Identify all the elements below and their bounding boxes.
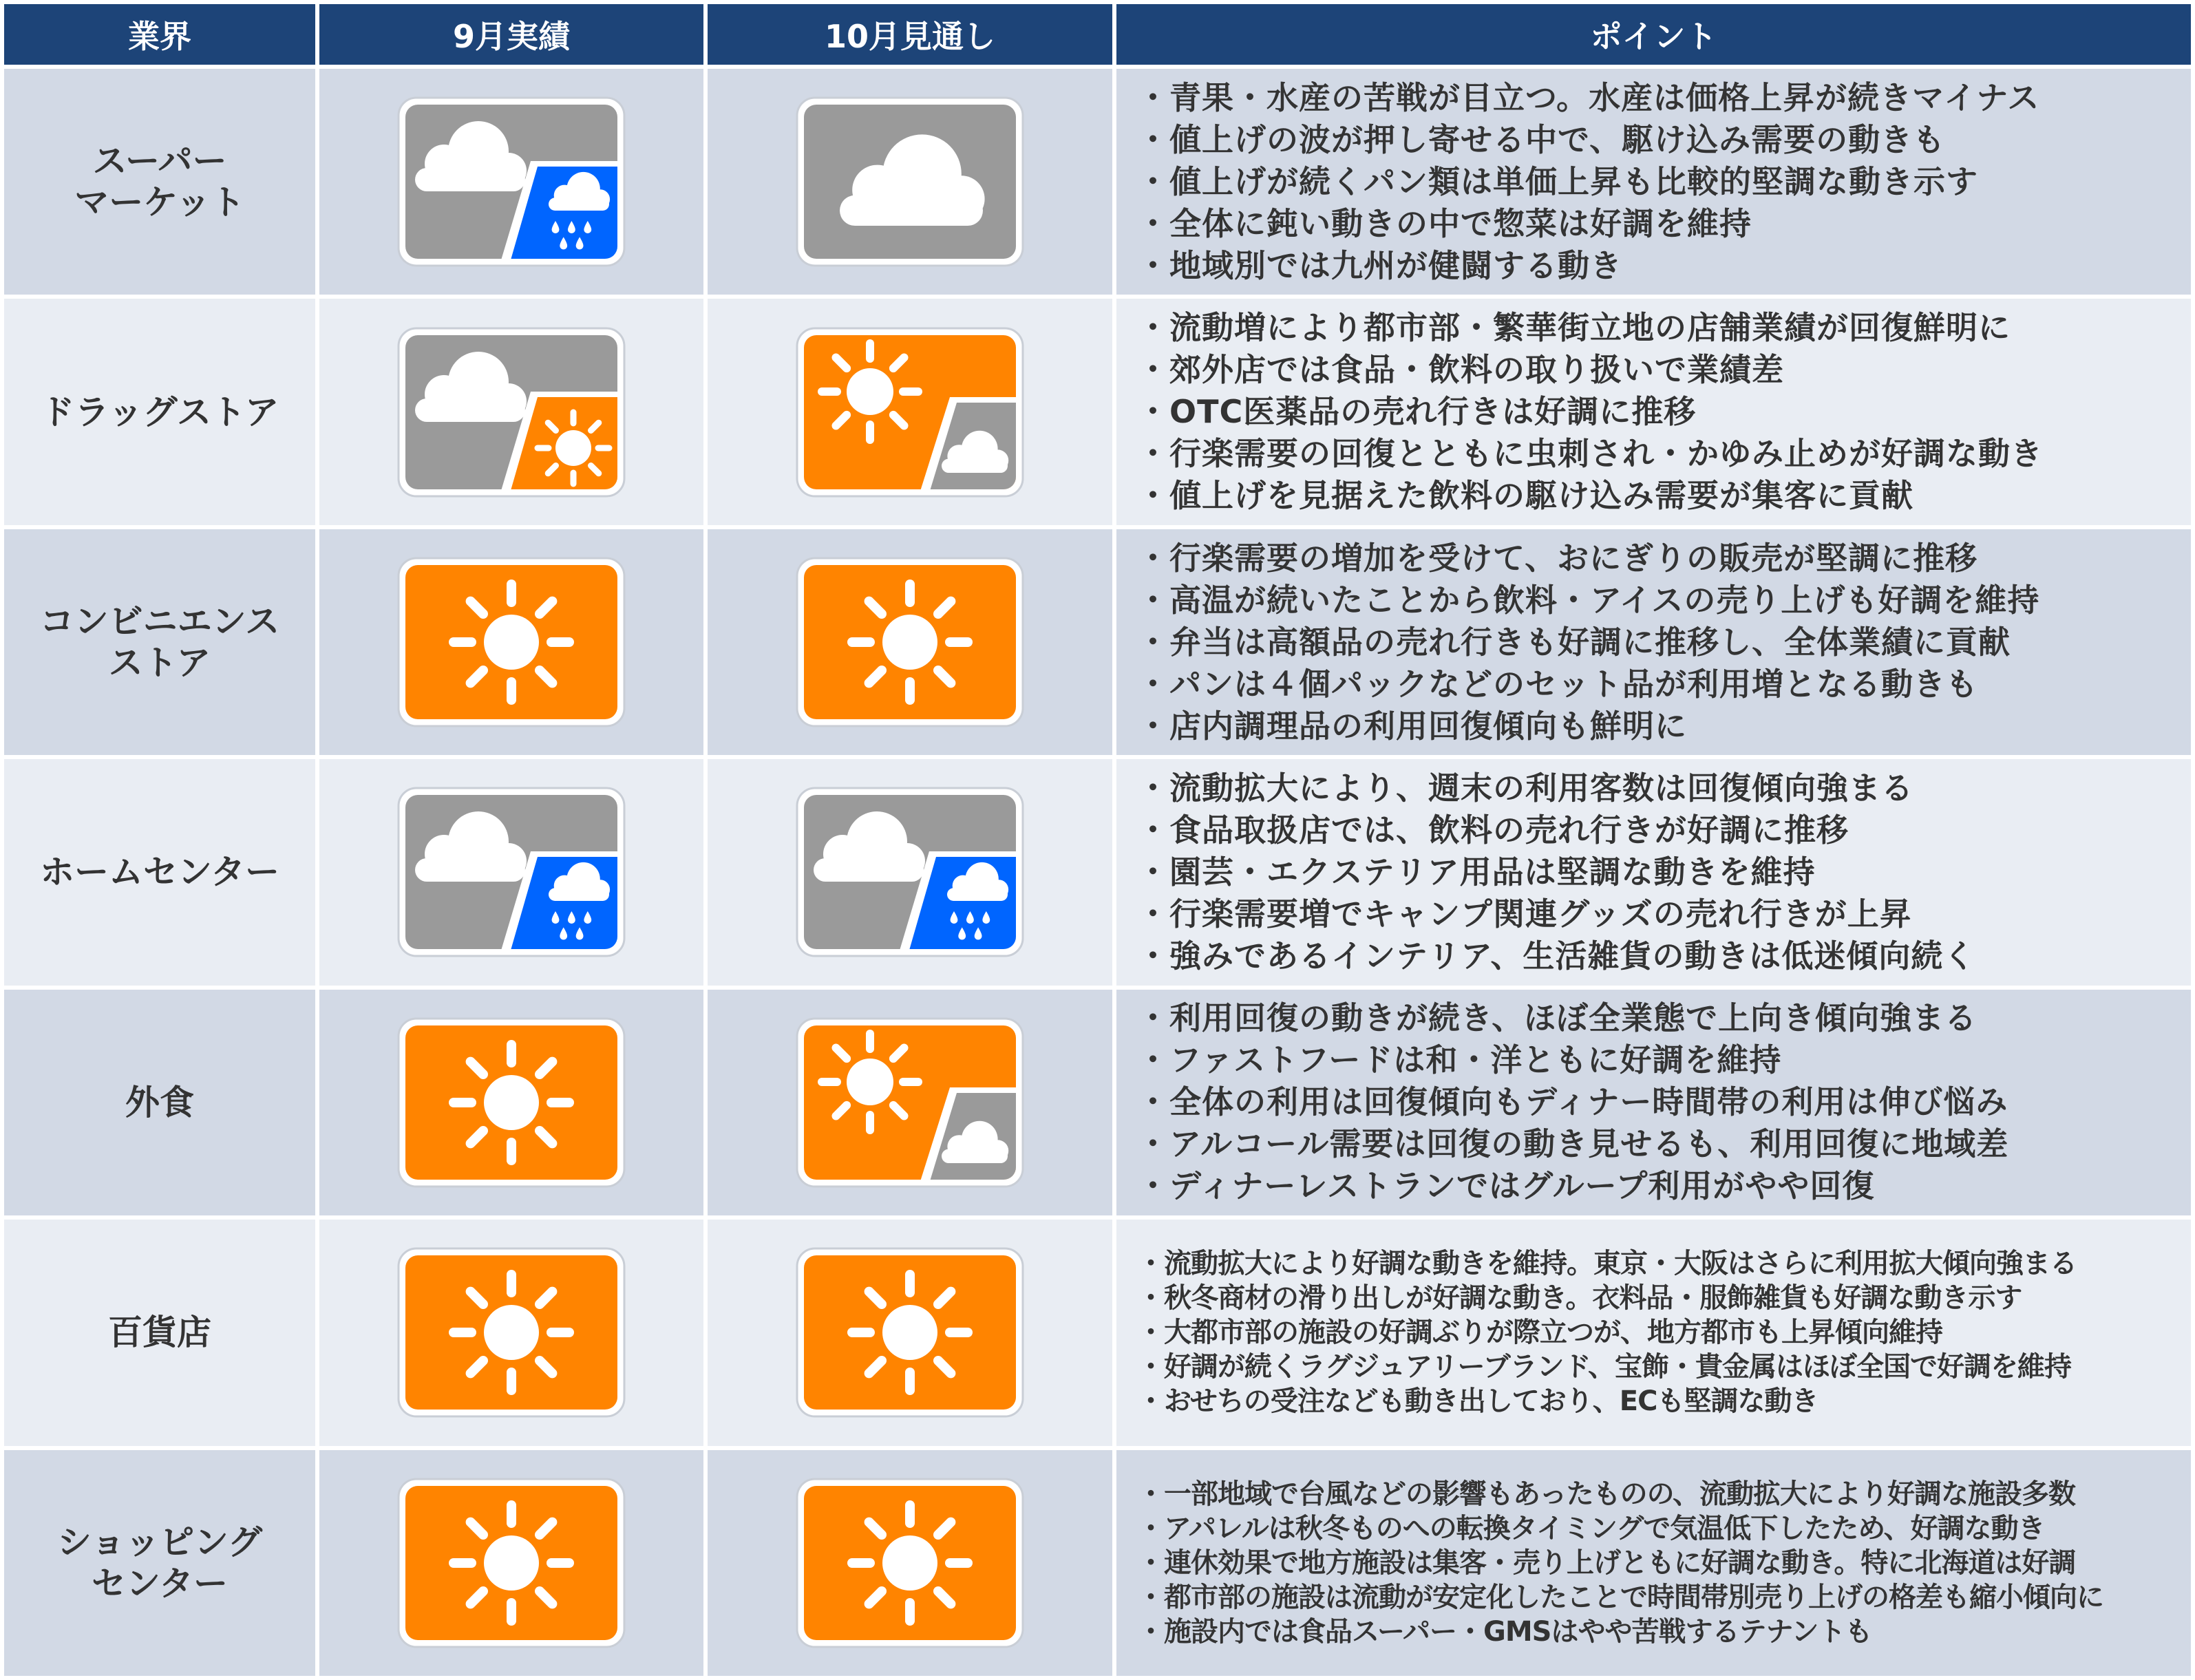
points-cell [1116,299,2191,524]
september-weather-icon [319,1220,703,1445]
october-weather-icon [708,1450,1112,1676]
october-weather-icon [708,990,1112,1215]
october-weather-icon [708,759,1112,985]
points-cell [1116,69,2191,295]
points-list [1137,538,2191,747]
point-item: ・行楽需要の増加を受けて、おにぎりの販売が堅調に推移 [1137,539,1978,577]
points-cell [1116,990,2191,1215]
points-list [1137,1477,2191,1649]
september-weather-icon [319,990,703,1215]
october-weather-icon [708,1220,1112,1445]
point-item: ・店内調理品の利用回復傾向も鮮明に [1137,707,1687,745]
points-list [1137,1246,2191,1418]
point-item: ・利用回復の動きが続き、ほぼ全業態で上向き傾向強まる [1137,999,1977,1037]
point-item: ・郊外店では食品・飲料の取り扱いで業績差 [1137,351,1784,389]
point-item: ・流動拡大により好調な動きを維持。東京・大阪はさらに利用拡大傾向強まる [1137,1248,2077,1280]
point-item: ・パンは４個パックなどのセット品が利用増となる動きも [1137,665,1978,703]
point-item: ・行楽需要増でキャンプ関連グッズの売れ行きが上昇 [1137,895,1912,933]
industry-name: スーパー マーケット [4,69,315,295]
point-item: ・流動拡大により、週末の利用客数は回復傾向強まる [1137,769,1913,807]
points-cell [1116,759,2191,985]
point-item: ・弁当は高額品の売れ行きも好調に推移し、全体業績に貢献 [1137,623,2011,661]
point-item: ・強みであるインテリア、生活雑貨の動きは低迷傾向続く [1137,937,1976,975]
point-item: ・秋冬商材の滑り出しが好調な動き。衣料品・服飾雑貨も好調な動き示す [1137,1282,2022,1315]
industry-row [4,759,2191,985]
september-weather-icon [319,69,703,295]
header-industry: 業界 [4,4,315,65]
september-weather-icon [319,759,703,985]
september-weather-icon [319,299,703,524]
point-item: ・都市部の施設は流動が安定化したことで時間帯別売り上げの格差も縮小傾向に [1137,1581,2103,1613]
september-weather-icon [319,1450,703,1676]
point-item: ・おせちの受注なども動き出しており、ECも堅調な動き [1137,1385,1818,1418]
header-september: 9月実績 [319,4,703,65]
points-list [1137,77,2191,287]
point-item: ・アルコール需要は回復の動き見せるも、利用回復に地域差 [1137,1125,2009,1163]
point-item: ・連休効果で地方施設は集客・売り上げともに好調な動き。特に北海道は好調 [1137,1546,2076,1579]
points-cell [1116,1450,2191,1676]
point-item: ・OTC医薬品の売れ行きは好調に推移 [1137,393,1697,431]
header-row [4,4,2191,65]
point-item: ・流動増により都市部・繁華街立地の店舗業績が回復鮮明に [1137,309,2011,347]
industry-name: ドラッグストア [4,299,315,524]
point-item: ・施設内では食品スーパー・GMSはやや苦戦するテナントも [1137,1615,1872,1648]
industry-name: コンビニエンス ストア [4,529,315,755]
point-item: ・高温が続いたことから飲料・アイスの売り上げも好調を維持 [1137,581,2040,619]
industry-name: 外食 [4,990,315,1215]
header-points: ポイント [1116,4,2191,65]
industry-name: 百貨店 [4,1220,315,1445]
point-item: ・アパレルは秋冬ものへの転換タイミングで気温低下したため、好調な動き [1137,1512,2045,1544]
october-weather-icon [708,69,1112,295]
september-weather-icon [319,529,703,755]
points-list [1137,767,2191,977]
point-item: ・園芸・エクステリア用品は堅調な動きを維持 [1137,853,1816,891]
point-item: ・一部地域で台風などの影響もあったものの、流動拡大により好調な施設多数 [1137,1478,2075,1510]
industry-name: ショッピング センター [4,1450,315,1676]
industry-row [4,990,2191,1215]
point-item: ・青果・水産の苦戦が目立つ。水産は価格上昇が続きマイナス [1137,78,2040,116]
point-item: ・ディナーレストランではグループ利用がやや回復 [1137,1167,1875,1205]
point-item: ・地域別では九州が健闘する動き [1137,246,1622,284]
points-cell [1116,529,2191,755]
point-item: ・好調が続くラグジュアリーブランド、宝飾・貴金属はほぼ全国で好調を維持 [1137,1351,2071,1383]
point-item: ・値上げを見据えた飲料の駆け込み需要が集客に貢献 [1137,477,1913,515]
points-list [1137,997,2191,1207]
industry-row [4,69,2191,295]
october-weather-icon [708,299,1112,524]
industry-name: ホームセンター [4,759,315,985]
industry-row [4,1220,2191,1445]
points-list [1137,307,2191,517]
point-item: ・全体の利用は回復傾向もディナー時間帯の利用は伸び悩み [1137,1083,2008,1121]
industry-row [4,529,2191,755]
point-item: ・大都市部の施設の好調ぶりが際立つが、地方都市も上昇傾向維持 [1137,1317,1942,1349]
header-october: 10月見通し [708,4,1112,65]
point-item: ・値上げが続くパン類は単価上昇も比較的堅調な動き示す [1137,162,1978,200]
point-item: ・値上げの波が押し寄せる中で、駆け込み需要の動きも [1137,120,1946,158]
point-item: ・食品取扱店では、飲料の売れ行きが好調に推移 [1137,811,1849,849]
point-item: ・全体に鈍い動きの中で惣菜は好調を維持 [1137,204,1752,242]
point-item: ・ファストフードは和・洋ともに好調を維持 [1137,1041,1782,1079]
points-cell [1116,1220,2191,1445]
industry-row [4,1450,2191,1676]
point-item: ・行楽需要の回復とともに虫刺され・かゆみ止めが好調な動き [1137,435,2043,473]
october-weather-icon [708,529,1112,755]
industry-row [4,299,2191,524]
